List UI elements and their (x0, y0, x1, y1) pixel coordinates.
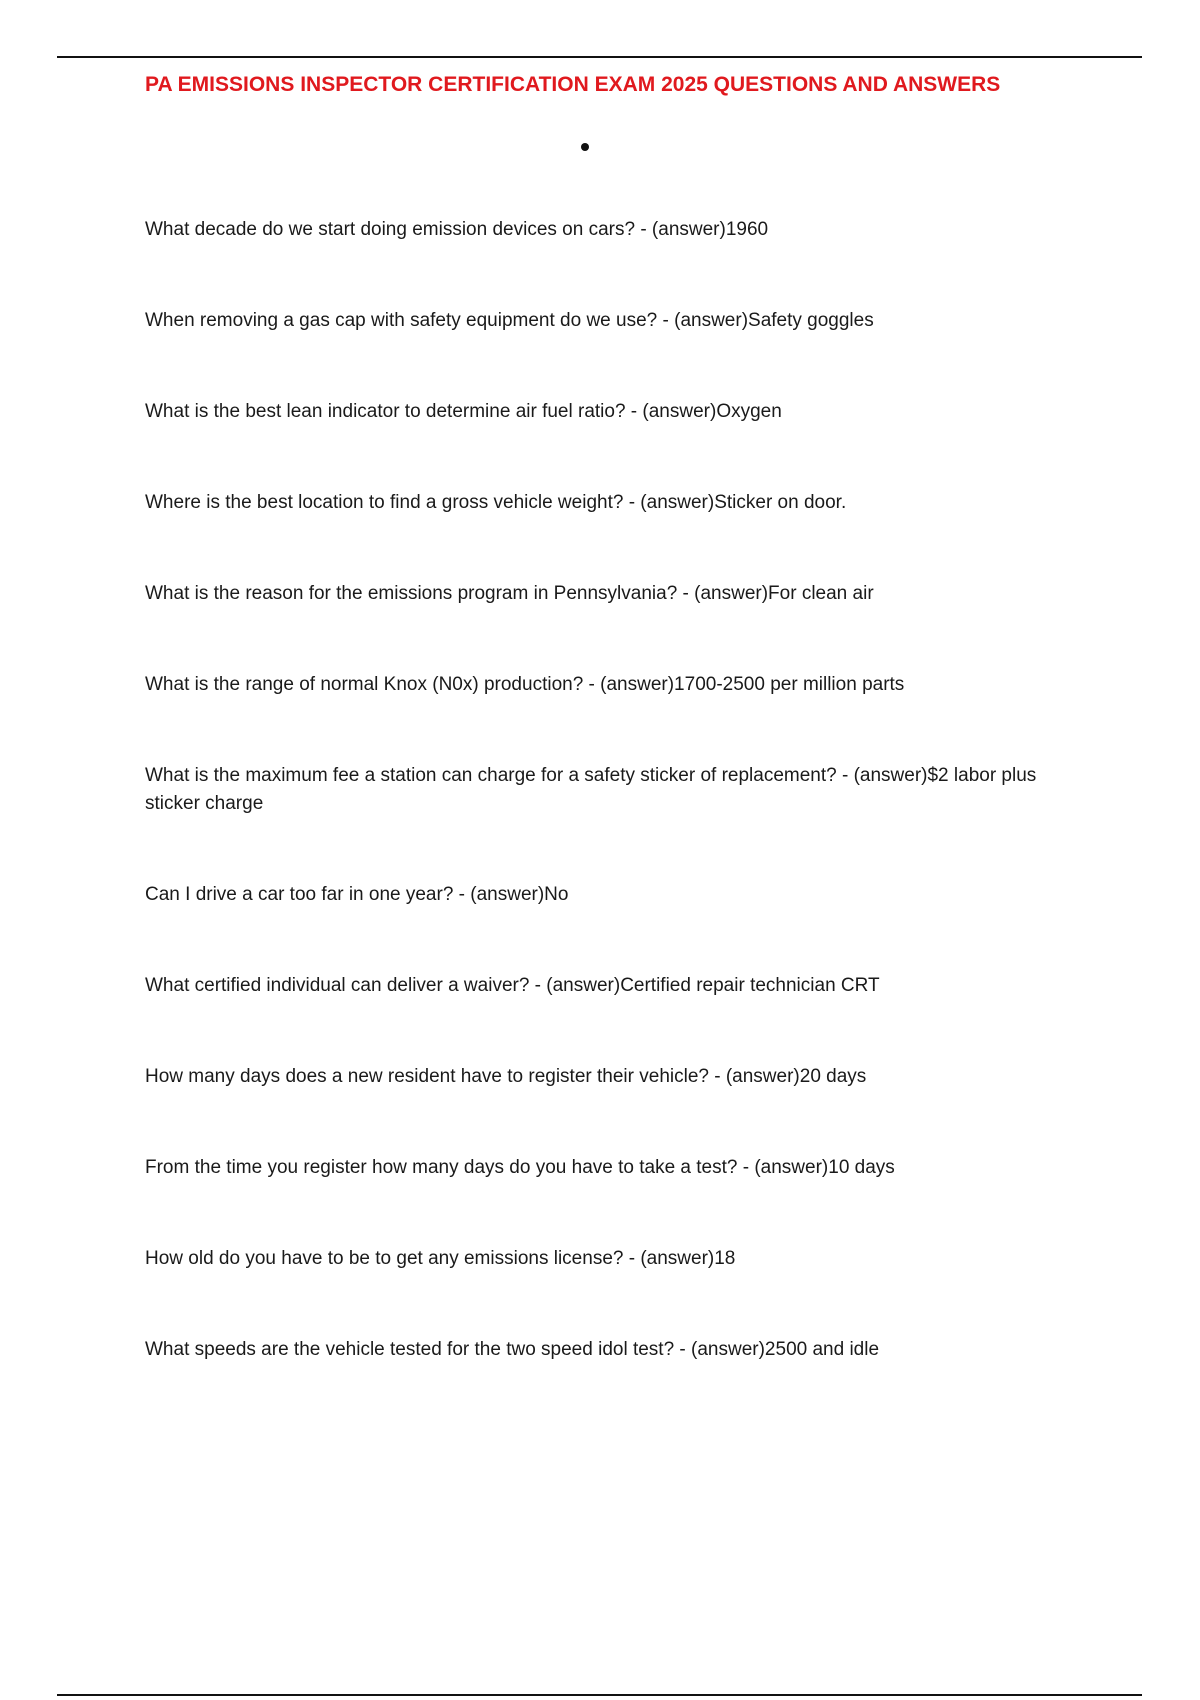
qa-list (145, 216, 1075, 1427)
qa-item: What decade do we start doing emission devices on cars? - (answer)1960 (145, 219, 769, 240)
qa-item: What speeds are the vehicle tested for the two speed idol test? - (answer)2500 and idle (145, 1339, 880, 1360)
qa-item: Where is the best location to find a gross vehicle weight? - (answer)Sticker on door. (145, 492, 847, 513)
qa-item: What is the reason for the emissions program in Pennsylvania? - (answer)For clean air (145, 583, 874, 604)
qa-item: How old do you have to be to get any emissions license? - (answer)18 (145, 1248, 736, 1269)
qa-item: How many days does a new resident have to register their vehicle? - (answer)20 days (145, 1066, 867, 1087)
document-title: PA EMISSIONS INSPECTOR CERTIFICATION EXAM 2025 QUESTIONS AND ANSWERS (145, 73, 1001, 96)
qa-item: What certified individual can deliver a waiver? - (answer)Certified repair technician CRT (145, 975, 880, 996)
qa-item: What is the range of normal Knox (N0x) production? - (answer)1700-2500 per million parts (145, 674, 905, 695)
qa-item: What is the best lean indicator to determine air fuel ratio? - (answer)Oxygen (145, 401, 782, 422)
qa-item: Can I drive a car too far in one year? - (answer)No (145, 884, 569, 905)
qa-item: From the time you register how many days do you have to take a test? - (answer)10 days (145, 1157, 895, 1178)
qa-item: What is the maximum fee a station can charge for a safety sticker of replacement? - (answer)$2 labor plus sticker charge (145, 765, 1037, 814)
qa-item: When removing a gas cap with safety equipment do we use? - (answer)Safety goggles (145, 310, 874, 331)
top-rule (57, 56, 1142, 58)
bottom-rule (57, 1694, 1142, 1696)
bullet-mark (581, 143, 589, 151)
